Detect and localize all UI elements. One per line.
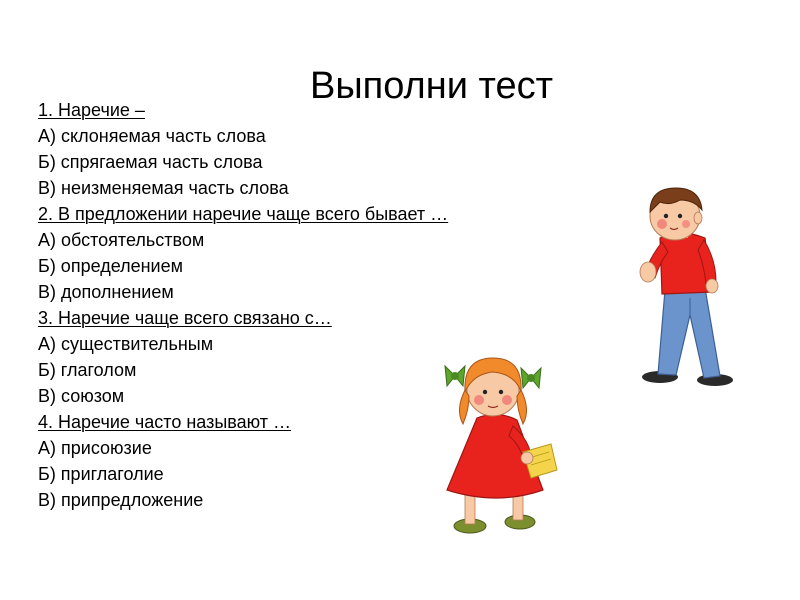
slide-title: Выполни тест [310, 65, 553, 107]
question-1: 1. Наречие – [38, 100, 145, 120]
question-3: 3. Наречие чаще всего связано с… [38, 308, 332, 328]
question-4-option-b: Б) приглаголие [38, 464, 164, 484]
question-3-option-c: В) союзом [38, 386, 125, 406]
question-2-option-b: Б) определением [38, 256, 184, 276]
question-1-option-c: В) неизменяемая часть слова [38, 178, 289, 198]
question-1-option-b: Б) спрягаемая часть слова [38, 152, 263, 172]
boy-illustration [620, 180, 750, 390]
question-3-option-b: Б) глаголом [38, 360, 137, 380]
question-4: 4. Наречие часто называют … [38, 412, 291, 432]
question-4-option-c: В) припредложение [38, 490, 204, 510]
question-2-option-c: В) дополнением [38, 282, 174, 302]
question-2: 2. В предложении наречие чаще всего бывает … [38, 204, 449, 224]
question-2-option-a: А) обстоятельством [38, 230, 205, 250]
girl-illustration [425, 340, 570, 540]
question-1-option-a: А) склоняемая часть слова [38, 126, 266, 146]
question-4-option-a: А) присоюзие [38, 438, 152, 458]
question-3-option-a: А) существительным [38, 334, 214, 354]
